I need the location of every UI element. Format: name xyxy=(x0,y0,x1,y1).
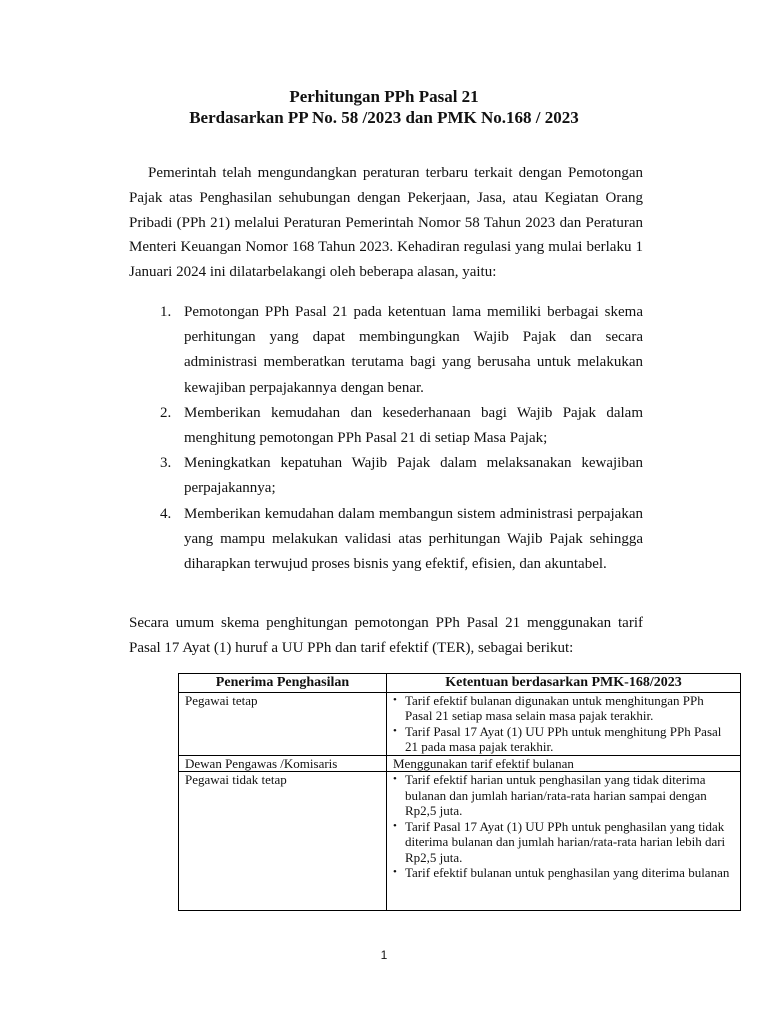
list-item-text: Memberikan kemudahan dan kesederhanaan bagi Wajib Pajak dalam menghitung pemotongan PPh Pasal 21 di setiap Masa Pajak; xyxy=(184,404,643,447)
table-header-row xyxy=(179,674,741,693)
list-item-number: 4. xyxy=(160,505,172,522)
list-item xyxy=(160,451,643,501)
tax-rules-table xyxy=(178,673,741,911)
table-row xyxy=(179,772,741,911)
page-number: 1 xyxy=(380,948,388,962)
list-item-number: 3. xyxy=(160,455,172,472)
reasons-list xyxy=(160,300,643,577)
list-item xyxy=(393,819,734,866)
provision-text: Tarif Pasal 17 Ayat (1) UU PPh untuk penghasilan yang tidak diterima bulanan dan jumlah harian/rata-rata harian lebih dari Rp2,5 juta. xyxy=(405,818,726,865)
table-header-recipient: Penerima Penghasilan xyxy=(179,674,387,693)
closing-paragraph: Secara umum skema penghitungan pemotongan PPh Pasal 21 menggunakan tarif Pasal 17 Ayat (1) huruf a UU PPh dan tarif efektif (TER), sebagai berikut: xyxy=(129,615,643,656)
table-row xyxy=(179,692,741,755)
list-item-text: Meningkatkan kepatuhan Wajib Pajak dalam melaksanakan kewajiban perpajakannya; xyxy=(184,455,643,497)
list-item xyxy=(393,693,734,724)
bullet-icon: • xyxy=(393,724,397,737)
table-cell-provision xyxy=(387,692,741,755)
provision-list xyxy=(393,693,734,755)
list-item xyxy=(393,772,734,819)
list-item-text: Pemotongan PPh Pasal 21 pada ketentuan lama memiliki berbagai skema perhitungan yang dapat membingungkan Wajib Pajak dan secara administrasi memberatkan terutama bagi yang berusaha untuk melakukan kewajiban perpajakannya dengan benar. xyxy=(184,304,643,396)
list-item xyxy=(160,502,643,578)
table-cell-provision: Menggunakan tarif efektif bulanan xyxy=(387,755,741,772)
list-item-number: 1. xyxy=(160,304,172,320)
table-row xyxy=(179,755,741,772)
list-item-number: 2. xyxy=(160,404,172,421)
list-item xyxy=(160,300,643,401)
table-cell-recipient: Pegawai tidak tetap xyxy=(179,772,387,911)
intro-paragraph: Pemerintah telah mengundangkan peraturan terbaru terkait dengan Pemotongan Pajak atas Penghasilan sehubungan dengan Pekerjaan, Jasa, atau Kegiatan Orang Pribadi (PPh 21) melalui Peraturan Pemerintah Nomor 58 Tahun 2023 dan Peraturan Menteri Keuangan Nomor 168 Tahun 2023. Kehadiran regulasi yang mulai berlaku 1 Januari 2024 ini dilatarbelakangi oleh beberapa alasan, yaitu: xyxy=(129,165,643,281)
list-item xyxy=(393,865,734,881)
table-cell-recipient: Dewan Pengawas /Komisaris xyxy=(179,755,387,772)
list-item xyxy=(160,401,643,451)
table-cell-recipient: Pegawai tetap xyxy=(179,692,387,755)
bullet-icon: • xyxy=(393,773,397,785)
document-title: Perhitungan PPh Pasal 21 xyxy=(289,87,479,106)
bullet-icon: • xyxy=(393,866,397,878)
list-item-text: Memberikan kemudahan dalam membangun sistem administrasi perpajakan yang mampu melakukan validasi atas perhitungan Wajib Pajak sehingga diharapkan terwujud proses bisnis yang efektif, efisien, dan akuntabel. xyxy=(184,505,643,573)
bullet-icon: • xyxy=(393,693,397,706)
provision-text: Tarif efektif harian untuk penghasilan yang tidak diterima bulanan dan jumlah harian/rata-rata harian sampai dengan Rp2,5 juta. xyxy=(405,772,707,818)
provision-text: Tarif Pasal 17 Ayat (1) UU PPh untuk menghitung PPh Pasal 21 pada masa pajak terakhir. xyxy=(405,723,722,754)
provision-text: Tarif efektif bulanan digunakan untuk menghitungan PPh Pasal 21 setiap masa selain masa pajak terakhir. xyxy=(405,692,704,723)
provision-text: Tarif efektif bulanan untuk penghasilan yang diterima bulanan xyxy=(405,865,730,880)
table-cell-provision xyxy=(387,772,741,911)
table-header-provision: Ketentuan berdasarkan PMK-168/2023 xyxy=(387,674,741,693)
list-item xyxy=(393,724,734,755)
provision-list xyxy=(393,772,734,881)
bullet-icon: • xyxy=(393,819,397,832)
document-subtitle: Berdasarkan PP No. 58 /2023 dan PMK No.168 / 2023 xyxy=(189,108,579,127)
